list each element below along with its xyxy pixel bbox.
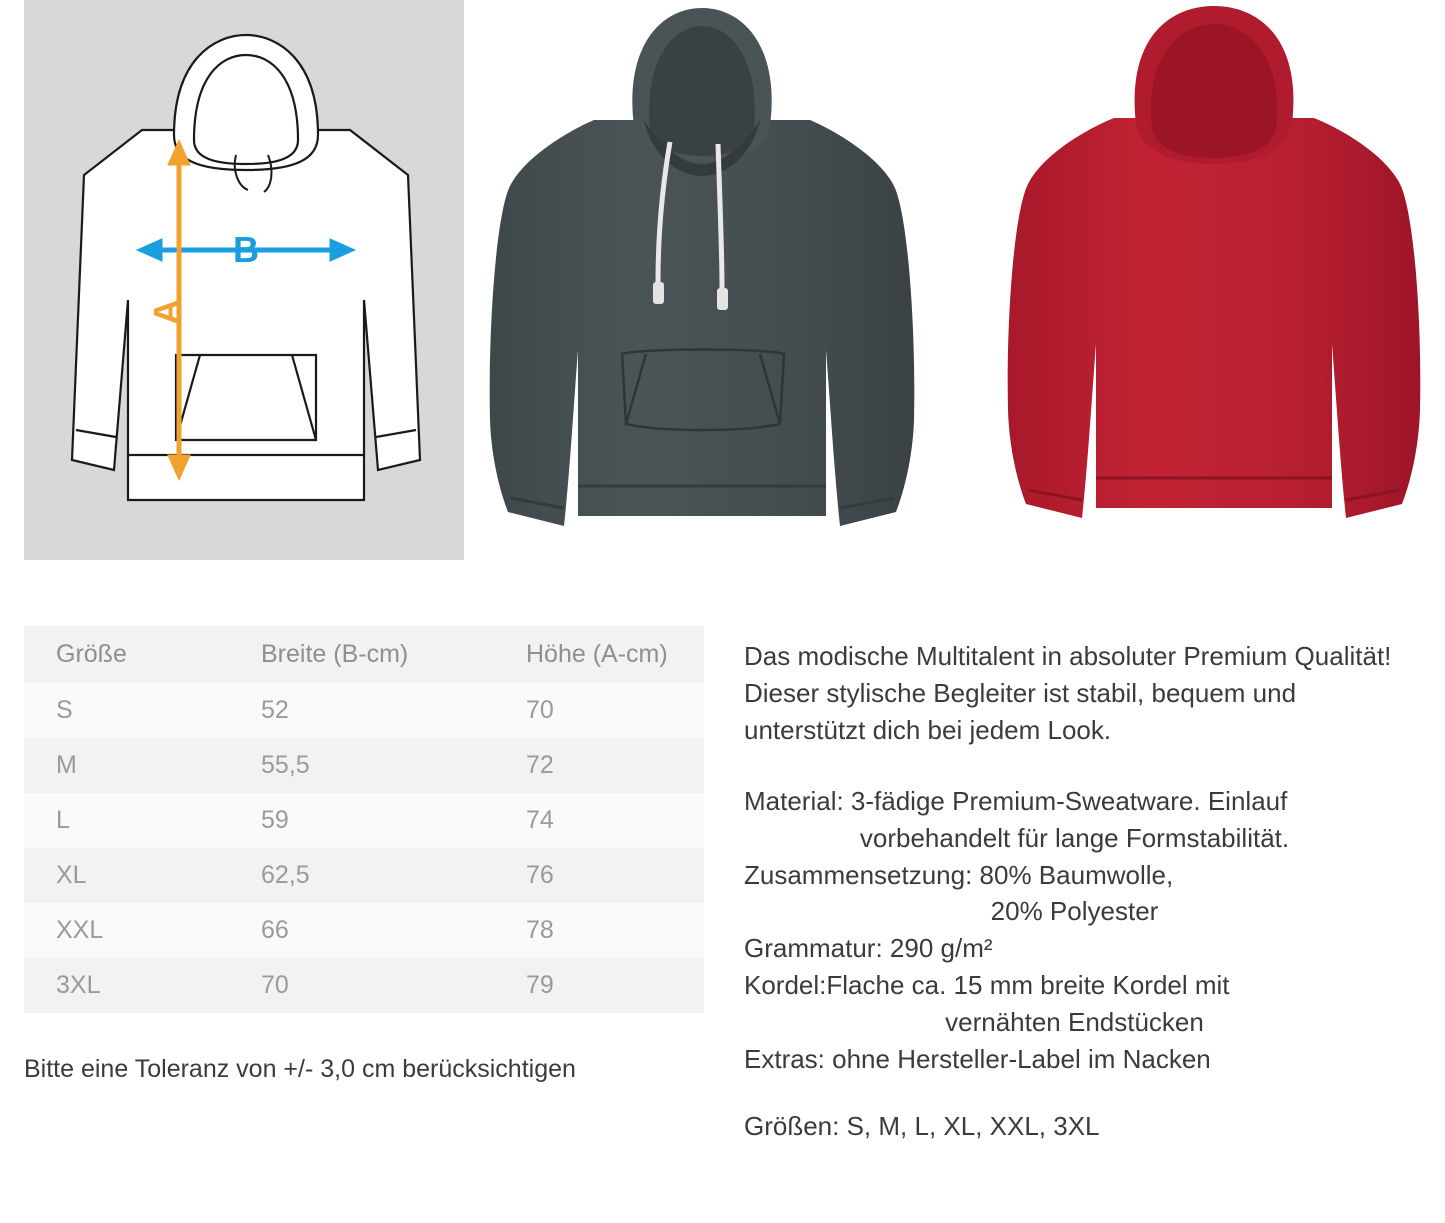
table-row (24, 958, 704, 1013)
cell-size: 3XL (24, 958, 229, 1013)
cord-detail: vernähten Endstücken (945, 1007, 1204, 1038)
cell-size: XXL (24, 903, 229, 958)
cell-height: 70 (494, 683, 704, 738)
table-row (24, 903, 704, 958)
table-row (24, 848, 704, 903)
cell-width: 66 (229, 903, 494, 958)
cell-height: 78 (494, 903, 704, 958)
cell-width: 55,5 (229, 738, 494, 793)
size-table-column (0, 608, 720, 1223)
cell-size: S (24, 683, 229, 738)
diagram-label-b: B (233, 229, 259, 270)
measurement-diagram-box (24, 0, 464, 560)
header-size: Größe (24, 626, 229, 683)
description-intro: Das modische Multitalent in absoluter Premium Qualität! Dieser stylische Begleiter ist stabil, bequem und unterstützt dich bei jedem Look. (744, 641, 1392, 745)
table-row (24, 793, 704, 848)
header-height: Höhe (A-cm) (494, 626, 704, 683)
cell-width: 59 (229, 793, 494, 848)
product-image-row (0, 0, 1445, 600)
hoodie-back-red-icon (984, 0, 1445, 580)
size-table (24, 626, 704, 1013)
description-column (720, 608, 1425, 1223)
tolerance-note: Bitte eine Toleranz von +/- 3,0 cm berücksichtigen (24, 1055, 576, 1083)
cell-size: M (24, 738, 229, 793)
composition-detail: 20% Polyester (990, 896, 1159, 927)
cell-width: 62,5 (229, 848, 494, 903)
table-row (24, 738, 704, 793)
cell-height: 79 (494, 958, 704, 1013)
cell-width: 52 (229, 683, 494, 738)
hoodie-front-dark-grey-icon (474, 0, 974, 580)
material-detail: vorbehandelt für lange Formstabilität. (859, 822, 1290, 853)
spacer (744, 1078, 1405, 1108)
cell-height: 74 (494, 793, 704, 848)
measurement-diagram-cell (0, 0, 464, 560)
cord-label: Kordel:Flache ca. 15 mm breite Kordel mit (744, 970, 1230, 1001)
table-row (24, 683, 704, 738)
material-label: Material: 3-fädige Premium-Sweatware. Einlauf (744, 785, 1288, 816)
cell-height: 72 (494, 738, 704, 793)
cell-size: L (24, 793, 229, 848)
extras-label: Extras: ohne Hersteller-Label im Nacken (744, 1044, 1211, 1075)
cell-height: 76 (494, 848, 704, 903)
header-width: Breite (B-cm) (229, 626, 494, 683)
hoodie-front-dark-grey-image (474, 0, 974, 580)
composition-label: Zusammensetzung: 80% Baumwolle, (744, 859, 1174, 890)
hoodie-back-red-image (984, 0, 1445, 580)
table-header-row (24, 626, 704, 683)
diagram-label-a: A (146, 299, 187, 325)
weight-label: Grammatur: 290 g/m² (744, 933, 993, 964)
cell-size: XL (24, 848, 229, 903)
cell-width: 70 (229, 958, 494, 1013)
hoodie-outline-icon (24, 0, 464, 560)
product-details-section (0, 608, 1445, 1223)
sizes-label: Größen: S, M, L, XL, XXL, 3XL (744, 1110, 1100, 1141)
